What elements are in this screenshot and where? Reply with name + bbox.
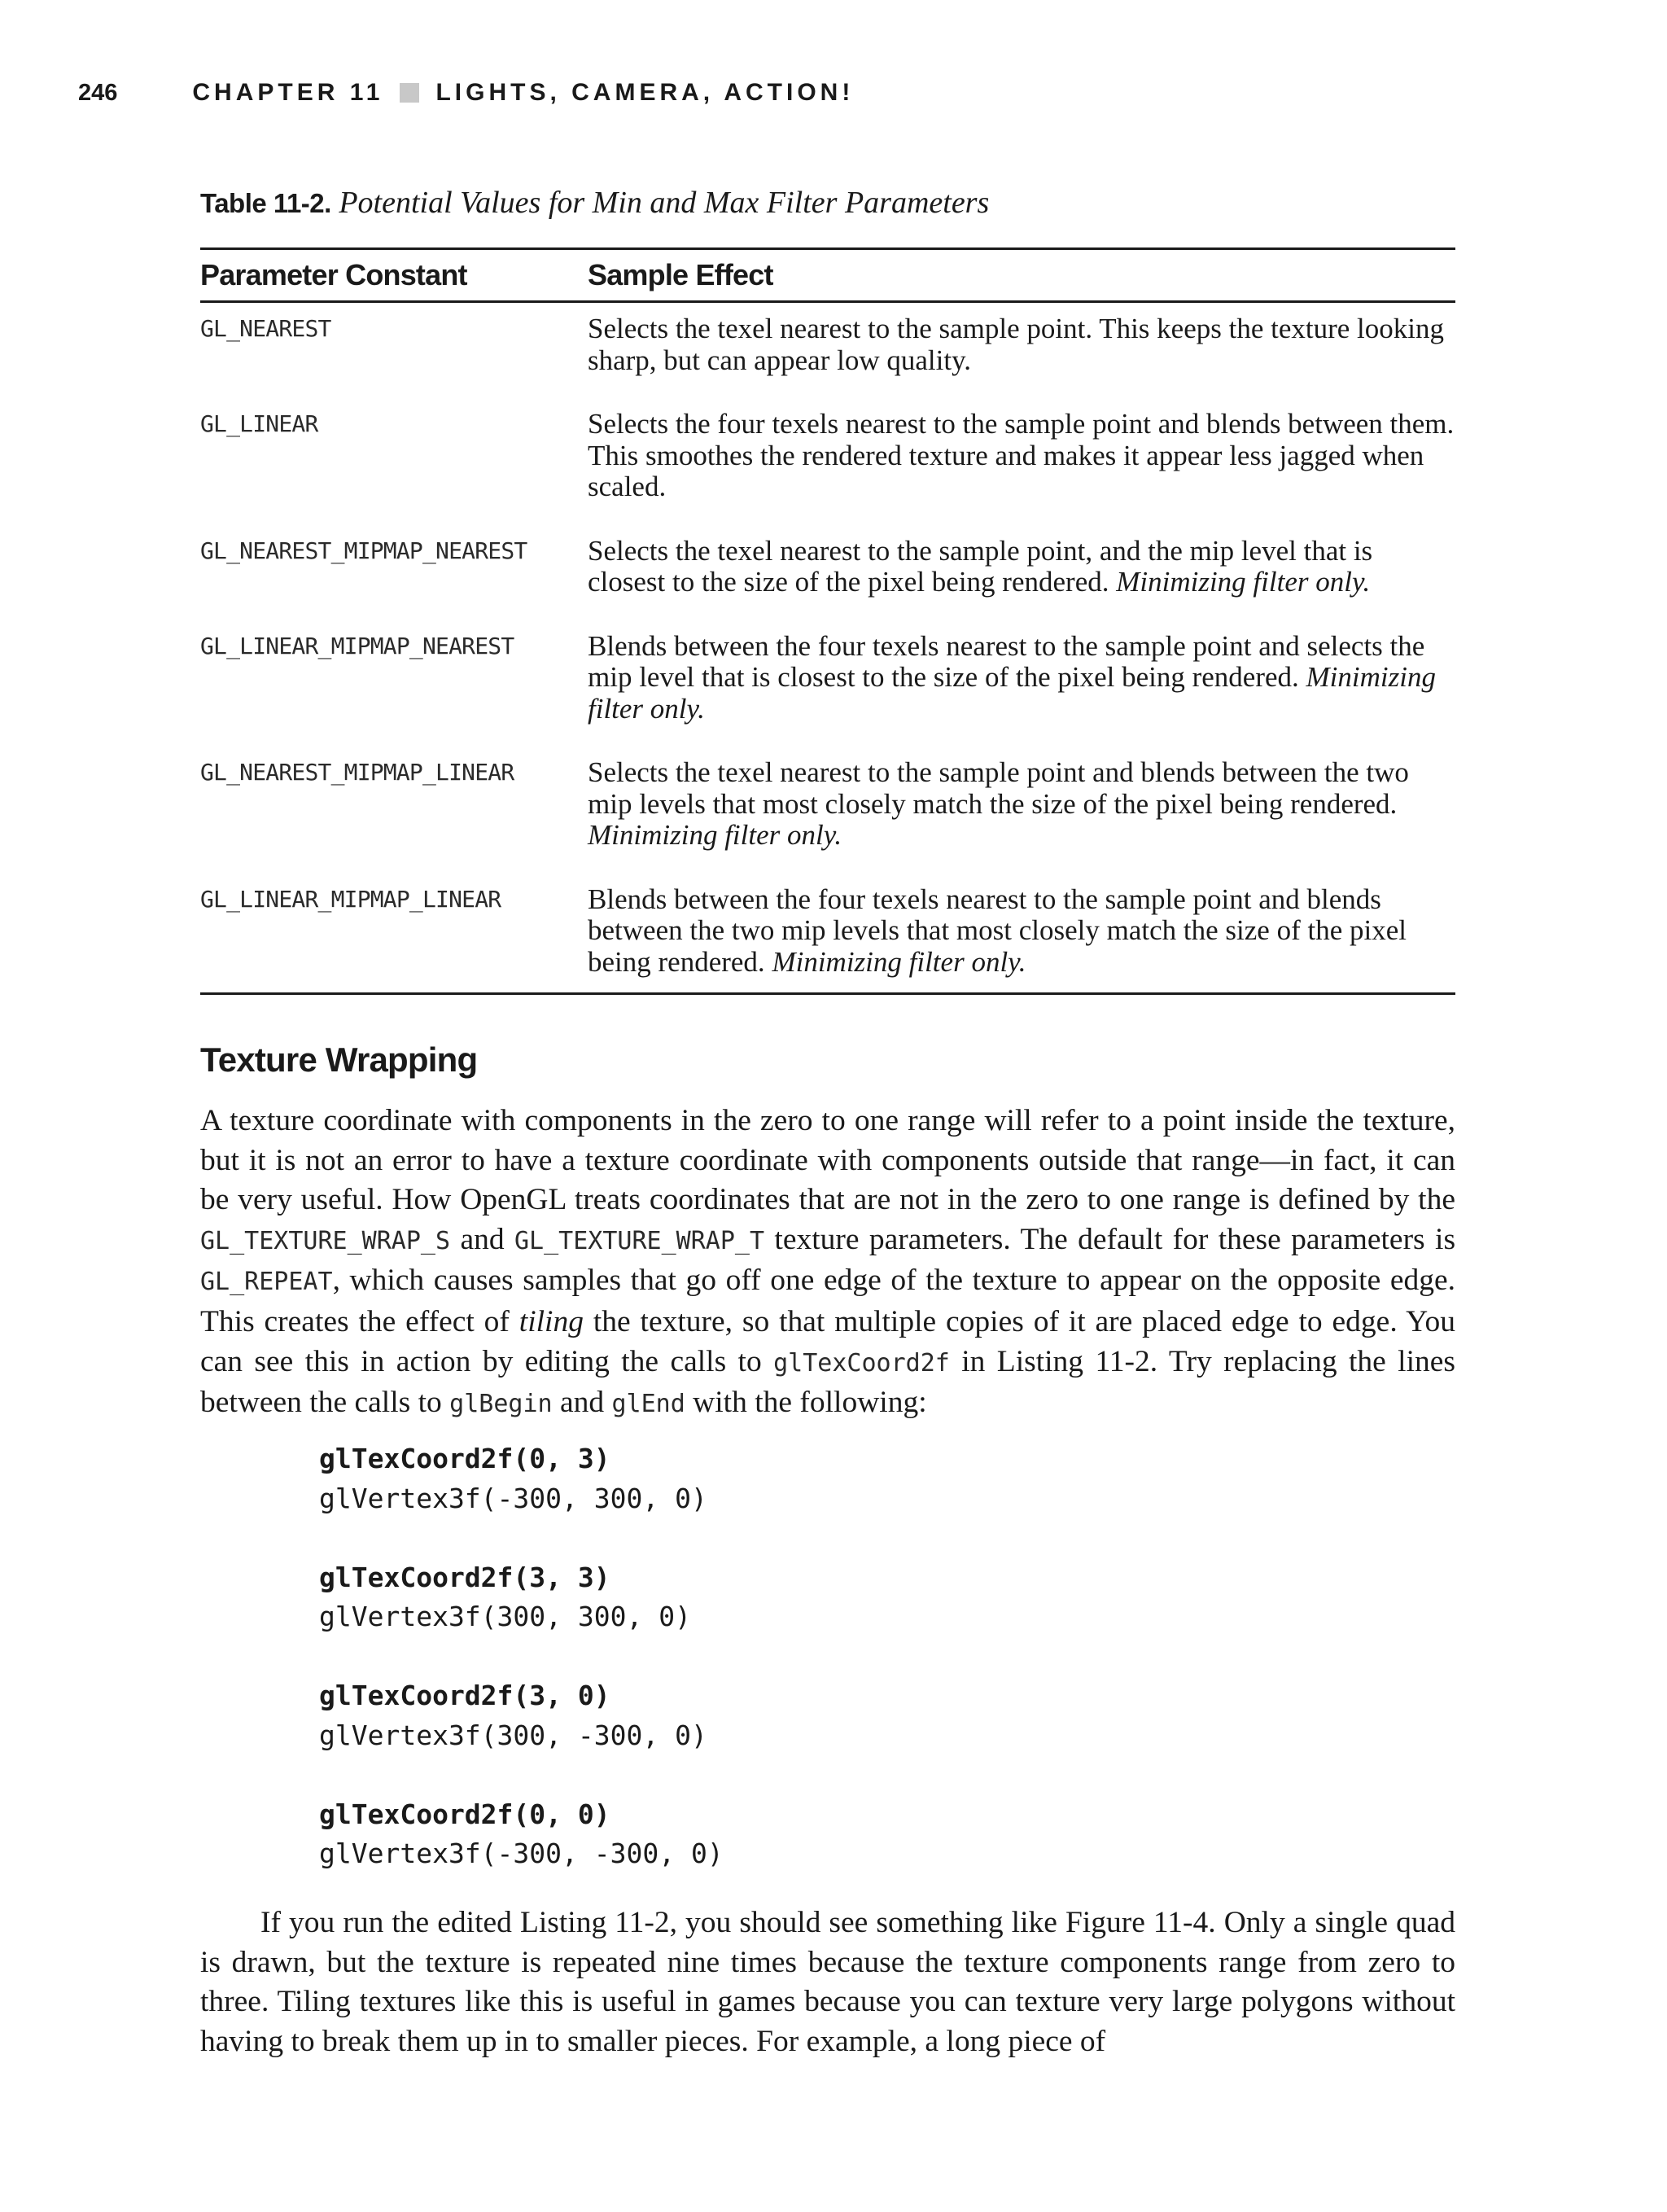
sample-effect: [588, 757, 1455, 852]
filter-parameters-table: [200, 247, 1455, 995]
text-run: the texture, so that multiple copies of it are placed edge to edge. You can see this in action by editing the calls to: [200, 1304, 1456, 1378]
text-run: , which causes samples that go off one edge of the texture to appear on the opposite edge. This creates the effect of: [200, 1264, 1455, 1338]
parameter-constant: GL_NEAREST_MIPMAP_LINEAR: [200, 759, 514, 786]
code-line-vertex: glVertex3f(-300, 300, 0): [319, 1482, 707, 1514]
effect-text: Selects the four texels nearest to the sample point and blends between them. This smoothes the rendered texture and makes it appear less jagged when scaled.: [588, 408, 1455, 502]
parameter-constant: GL_LINEAR_MIPMAP_LINEAR: [200, 885, 501, 913]
effect-text: Selects the texel nearest to the sample point, and the mip level that is closest to the size of the pixel being rendered.: [588, 534, 1373, 598]
parameter-constant: GL_LINEAR_MIPMAP_NEAREST: [200, 632, 514, 659]
column-header-effect: Sample Effect: [588, 258, 773, 291]
code-line-vertex: glVertex3f(300, -300, 0): [319, 1719, 707, 1751]
text-run: A texture coordinate with components in the zero to one range will refer to a point inside the texture, but it is not an error to have a texture coordinate with components outside that range—in fact, it can be very useful. How OpenGL treats coordinates that are not in the zero to one range is defined by the: [200, 1104, 1455, 1217]
effect-text: Blends between the four texels nearest to the sample point and selects the mip level that is closest to the size of the pixel being rendered.: [588, 629, 1425, 693]
code-block: [319, 1439, 724, 1518]
table-row: [200, 525, 1455, 620]
table-header-row: [200, 250, 1455, 303]
inline-code: GL_REPEAT: [200, 1268, 333, 1297]
parameter-constant: GL_NEAREST_MIPMAP_NEAREST: [200, 537, 527, 564]
chapter-title: LIGHTS, CAMERA, ACTION!: [435, 79, 855, 106]
effect-note: Minimizing filter only.: [588, 819, 842, 851]
running-header: [78, 75, 1462, 111]
code-line-vertex: glVertex3f(300, 300, 0): [319, 1601, 691, 1632]
effect-text: Selects the texel nearest to the sample point. This keeps the texture looking sharp, but can appear low quality.: [588, 313, 1444, 376]
effect-text: Blends between the four texels nearest to the sample point and blends between the two mip levels that most closely match the size of the pixel being rendered.: [588, 883, 1407, 978]
parameter-constant: GL_LINEAR: [200, 410, 318, 437]
body-paragraph: If you run the edited Listing 11-2, you should see something like Figure 11-4. Only a single quad is drawn, but the texture is repeated nine times because the texture components range from zero to three. Tiling textures like this is useful in games because you can texture very large polygons without having to break them up in to smaller pieces. For example, a long piece of: [200, 1906, 1455, 2058]
effect-note: Minimizing filter only.: [588, 661, 1436, 725]
emphasis-text: tiling: [518, 1304, 584, 1338]
sample-effect: [588, 536, 1455, 598]
page-number: 246: [78, 79, 118, 106]
sample-effect: [588, 313, 1455, 376]
code-line-texcoord: glTexCoord2f(0, 3): [319, 1443, 610, 1474]
inline-code: GL_TEXTURE_WRAP_S: [200, 1226, 451, 1255]
sample-effect: [588, 631, 1455, 725]
table-row: [200, 874, 1455, 993]
code-line-texcoord: glTexCoord2f(3, 0): [319, 1680, 610, 1711]
table-row: [200, 398, 1455, 525]
code-line-texcoord: glTexCoord2f(3, 3): [319, 1561, 610, 1593]
inline-code: glTexCoord2f: [773, 1348, 950, 1378]
table-caption-title: Potential Values for Min and Max Filter Parameters: [339, 186, 990, 220]
text-run: in Listing 11-2. Try replacing the lines between the calls to: [200, 1344, 1456, 1420]
effect-note: Minimizing filter only.: [772, 945, 1026, 978]
text-run: and: [460, 1222, 505, 1256]
sample-effect: [588, 884, 1455, 979]
text-run: texture parameters. The default for these parameters is: [774, 1222, 1456, 1256]
column-header-constant: Parameter Constant: [200, 258, 467, 291]
code-block: [319, 1676, 724, 1755]
code-block: [319, 1558, 724, 1637]
effect-text: Selects the texel nearest to the sample point and blends between the two mip levels that most closely match the size of the pixel being rendered.: [588, 756, 1409, 820]
parameter-constant: GL_NEAREST: [200, 315, 331, 342]
section-heading: Texture Wrapping: [200, 1040, 478, 1079]
table-caption: [200, 185, 989, 221]
table-row: [200, 303, 1455, 398]
effect-note: Minimizing filter only.: [1116, 566, 1371, 598]
sample-effect: [588, 409, 1455, 503]
code-listing: [319, 1439, 724, 1874]
table-caption-label: Table 11-2.: [200, 188, 331, 218]
body-paragraph: [200, 1102, 1455, 1425]
table-row: [200, 747, 1455, 874]
chapter-label: CHAPTER 11: [192, 79, 384, 106]
inline-code: glEnd: [611, 1390, 685, 1419]
code-line-vertex: glVertex3f(-300, -300, 0): [319, 1837, 724, 1869]
text-run: with the following:: [693, 1386, 927, 1420]
text-run: and: [559, 1386, 605, 1420]
code-line-texcoord: glTexCoord2f(0, 0): [319, 1798, 610, 1830]
inline-code: glBegin: [449, 1390, 553, 1419]
code-block: [319, 1795, 724, 1874]
header-separator: [400, 83, 419, 103]
table-row: [200, 620, 1455, 747]
inline-code: GL_TEXTURE_WRAP_T: [514, 1226, 765, 1255]
